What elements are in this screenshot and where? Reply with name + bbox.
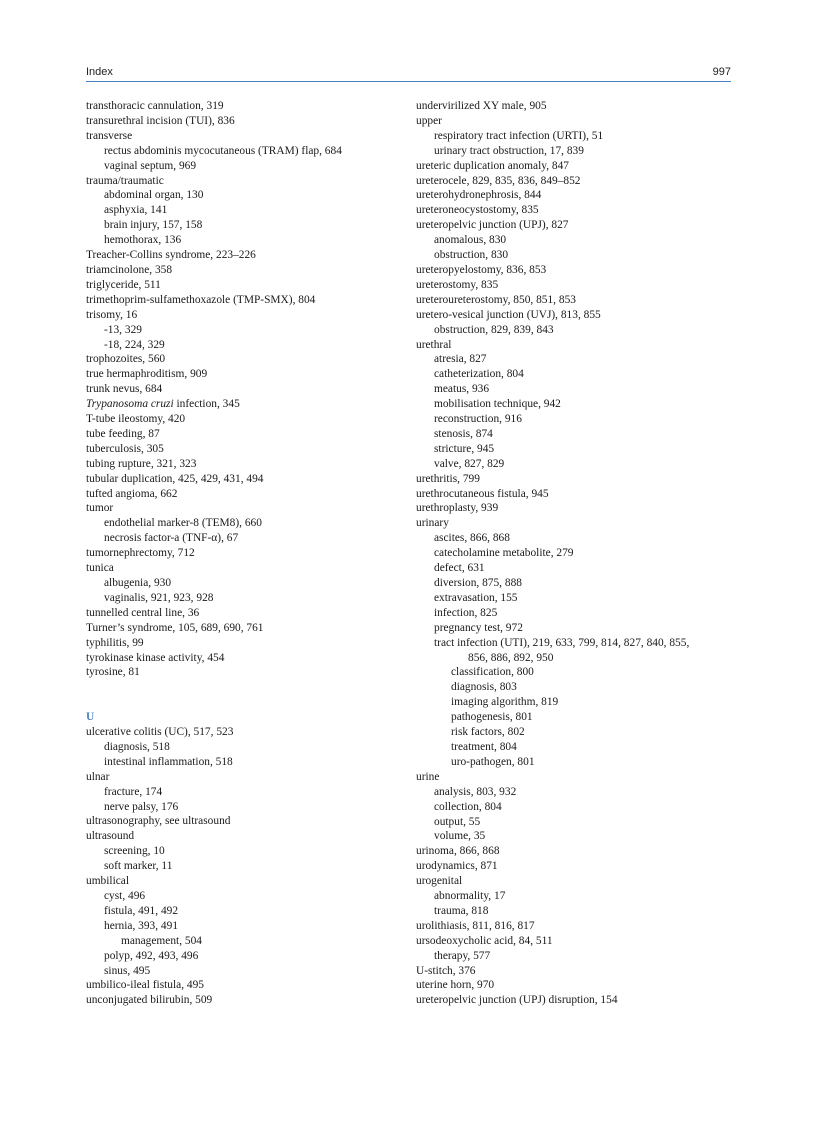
index-subentry: therapy, 577 (434, 949, 491, 962)
index-entry: urodynamics, 871 (416, 860, 498, 873)
index-subentry: catecholamine metabolite, 279 (434, 547, 574, 560)
index-subentry: sinus, 495 (104, 964, 151, 977)
index-column-left (86, 99, 406, 1008)
index-subentry: classification, 800 (451, 666, 534, 679)
index-entry: urethral (416, 338, 452, 351)
index-entry: Turner’s syndrome, 105, 689, 690, 761 (86, 621, 264, 634)
index-subentry: asphyxia, 141 (104, 204, 168, 217)
index-subentry: defect, 631 (434, 562, 485, 575)
index-subentry: treatment, 804 (451, 740, 517, 753)
index-entry: trisomy, 16 (86, 308, 138, 321)
index-entry: tubular duplication, 425, 429, 431, 494 (86, 472, 264, 485)
index-subentry: abnormality, 17 (434, 890, 506, 903)
index-entry: trophozoites, 560 (86, 353, 166, 366)
section-letter-heading: U (86, 711, 95, 724)
index-subentry: endothelial marker-8 (TEM8), 660 (104, 517, 262, 530)
index-entry: tyrokinase kinase activity, 454 (86, 651, 225, 664)
index-subentry: hemothorax, 136 (104, 234, 182, 247)
index-entry (86, 397, 406, 412)
index-subentry: meatus, 936 (434, 383, 490, 396)
index-entry: tumor (86, 502, 114, 515)
index-entry: ulcerative colitis (UC), 517, 523 (86, 726, 234, 739)
index-entry: ureteropelvic junction (UPJ) disruption, 154 (416, 994, 618, 1007)
index-subentry: atresia, 827 (434, 353, 487, 366)
header-page-number: 997 (712, 66, 731, 78)
header-rule (86, 81, 731, 82)
index-subentry: ascites, 866, 868 (434, 532, 510, 545)
index-subentry: mobilisation technique, 942 (434, 398, 561, 411)
index-entry: true hermaphroditism, 909 (86, 368, 208, 381)
index-entry: tunnelled central line, 36 (86, 606, 200, 619)
index-subentry: extravasation, 155 (434, 591, 518, 604)
index-subentry: output, 55 (434, 815, 481, 828)
index-column-right (416, 99, 734, 1008)
index-entry: ureteropelvic junction (UPJ), 827 (416, 219, 569, 232)
index-entry: ultrasonography, see ultrasound (86, 815, 231, 828)
index-entry: transverse (86, 129, 133, 142)
index-subentry: abdominal organ, 130 (104, 189, 204, 202)
index-subentry: screening, 10 (104, 845, 165, 858)
index-entry: transurethral incision (TUI), 836 (86, 114, 235, 127)
index-entry: trunk nevus, 684 (86, 383, 163, 396)
index-entry: urogenital (416, 875, 463, 888)
index-subentry: pathogenesis, 801 (451, 711, 533, 724)
index-entry: tubing rupture, 321, 323 (86, 457, 197, 470)
index-subentry: -13, 329 (104, 323, 142, 336)
index-entry: umbilical (86, 875, 130, 888)
index-entry: ultrasound (86, 830, 135, 843)
index-entry: U-stitch, 376 (416, 964, 476, 977)
index-entry: tunica (86, 562, 114, 575)
index-subentry: diagnosis, 518 (104, 740, 170, 753)
index-entry: urethritis, 799 (416, 472, 480, 485)
index-entry: typhilitis, 99 (86, 636, 144, 649)
section-spacer (86, 680, 406, 695)
index-subentry: intestinal inflammation, 518 (104, 755, 233, 768)
index-subentry: reconstruction, 916 (434, 413, 522, 426)
index-subentry: fracture, 174 (104, 785, 163, 798)
index-entry: triamcinolone, 358 (86, 263, 173, 276)
index-subentry: polyp, 492, 493, 496 (104, 949, 199, 962)
index-subentry: risk factors, 802 (451, 726, 525, 739)
index-subentry: albugenia, 930 (104, 577, 172, 589)
index-subentry: rectus abdominis mycocutaneous (TRAM) flap, 684 (104, 144, 342, 157)
index-entry-continuation: 856, 886, 892, 950 (468, 651, 554, 664)
index-entry: urethroplasty, 939 (416, 502, 499, 515)
index-subentry: cyst, 496 (104, 890, 146, 902)
index-entry: ursodeoxycholic acid, 84, 511 (416, 934, 553, 947)
index-entry: tuberculosis, 305 (86, 442, 164, 455)
index-entry: urolithiasis, 811, 816, 817 (416, 919, 535, 932)
header-section-title: Index (86, 66, 113, 78)
index-subentry: diagnosis, 803 (451, 681, 517, 694)
index-entry: undervirilized XY male, 905 (416, 100, 547, 112)
index-subentry: nerve palsy, 176 (104, 800, 179, 813)
index-entry: ureteroureterostomy, 850, 851, 853 (416, 293, 576, 306)
index-entry: trimethoprim-sulfamethoxazole (TMP-SMX), 804 (86, 293, 316, 306)
index-entry: urine (416, 770, 440, 783)
index-entry: ureteric duplication anomaly, 847 (416, 159, 569, 172)
index-entry-italic-term: Trypanosoma cruzi (86, 398, 174, 411)
index-subentry: valve, 827, 829 (434, 457, 505, 470)
index-subentry: imaging algorithm, 819 (451, 696, 559, 709)
index-entry: urinary (416, 517, 449, 530)
index-entry-text: infection, 345 (173, 398, 240, 411)
index-subentry: -18, 224, 329 (104, 338, 165, 351)
running-header (86, 66, 731, 82)
index-entry: tufted angioma, 662 (86, 487, 178, 500)
index-subentry: fistula, 491, 492 (104, 904, 179, 917)
index-entry: upper (416, 114, 442, 127)
index-entry: triglyceride, 511 (86, 278, 161, 291)
index-entry: tumornephrectomy, 712 (86, 547, 195, 560)
index-subentry: infection, 825 (434, 606, 498, 619)
index-subentry: hernia, 393, 491 (104, 919, 179, 932)
index-entry: ulnar (86, 770, 110, 783)
index-entry: uretero-vesical junction (UVJ), 813, 855 (416, 308, 601, 321)
index-subentry: trauma, 818 (434, 904, 489, 917)
index-subentry: obstruction, 830 (434, 249, 509, 262)
index-subentry: uro-pathogen, 801 (451, 755, 535, 768)
index-subentry: anomalous, 830 (434, 234, 507, 247)
index-entry: ureterostomy, 835 (416, 278, 499, 291)
index-subentry: necrosis factor-a (TNF-α), 67 (104, 532, 239, 545)
index-subentry: collection, 804 (434, 800, 502, 813)
index-subentry: stricture, 945 (434, 442, 495, 455)
index-subentry: brain injury, 157, 158 (104, 219, 203, 232)
index-subentry: catheterization, 804 (434, 368, 524, 381)
index-subentry: obstruction, 829, 839, 843 (434, 323, 554, 336)
index-entry: umbilico-ileal fistula, 495 (86, 979, 204, 992)
index-entry: ureteropyelostomy, 836, 853 (416, 263, 547, 276)
index-subentry: diversion, 875, 888 (434, 577, 522, 589)
index-subentry: soft marker, 11 (104, 860, 173, 873)
index-entry: transthoracic cannulation, 319 (86, 100, 224, 112)
index-entry: ureterohydronephrosis, 844 (416, 189, 542, 202)
index-subentry: vaginalis, 921, 923, 928 (104, 591, 214, 604)
index-entry: urethrocutaneous fistula, 945 (416, 487, 549, 500)
index-subentry: management, 504 (121, 934, 202, 947)
index-entry: Treacher-Collins syndrome, 223–226 (86, 249, 256, 262)
index-subentry: urinary tract obstruction, 17, 839 (434, 144, 584, 157)
index-entry: urinoma, 866, 868 (416, 845, 500, 858)
index-subentry: stenosis, 874 (434, 427, 493, 440)
section-spacer (86, 695, 406, 710)
index-entry: unconjugated bilirubin, 509 (86, 994, 213, 1007)
index-entry: trauma/traumatic (86, 174, 164, 187)
index-entry: tube feeding, 87 (86, 427, 160, 440)
index-entry: tyrosine, 81 (86, 666, 140, 679)
index-subentry: respiratory tract infection (URTI), 51 (434, 129, 604, 142)
index-entry: ureterocele, 829, 835, 836, 849–852 (416, 174, 581, 187)
index-entry: T-tube ileostomy, 420 (86, 413, 186, 426)
index-subentry: vaginal septum, 969 (104, 159, 197, 172)
index-subentry: tract infection (UTI), 219, 633, 799, 814, 827, 840, 855, (434, 636, 690, 649)
index-entry: ureteroneocystostomy, 835 (416, 204, 539, 217)
index-entry: uterine horn, 970 (416, 979, 495, 992)
index-subentry: analysis, 803, 932 (434, 785, 517, 798)
index-subentry: pregnancy test, 972 (434, 621, 523, 634)
index-subentry: volume, 35 (434, 830, 486, 843)
